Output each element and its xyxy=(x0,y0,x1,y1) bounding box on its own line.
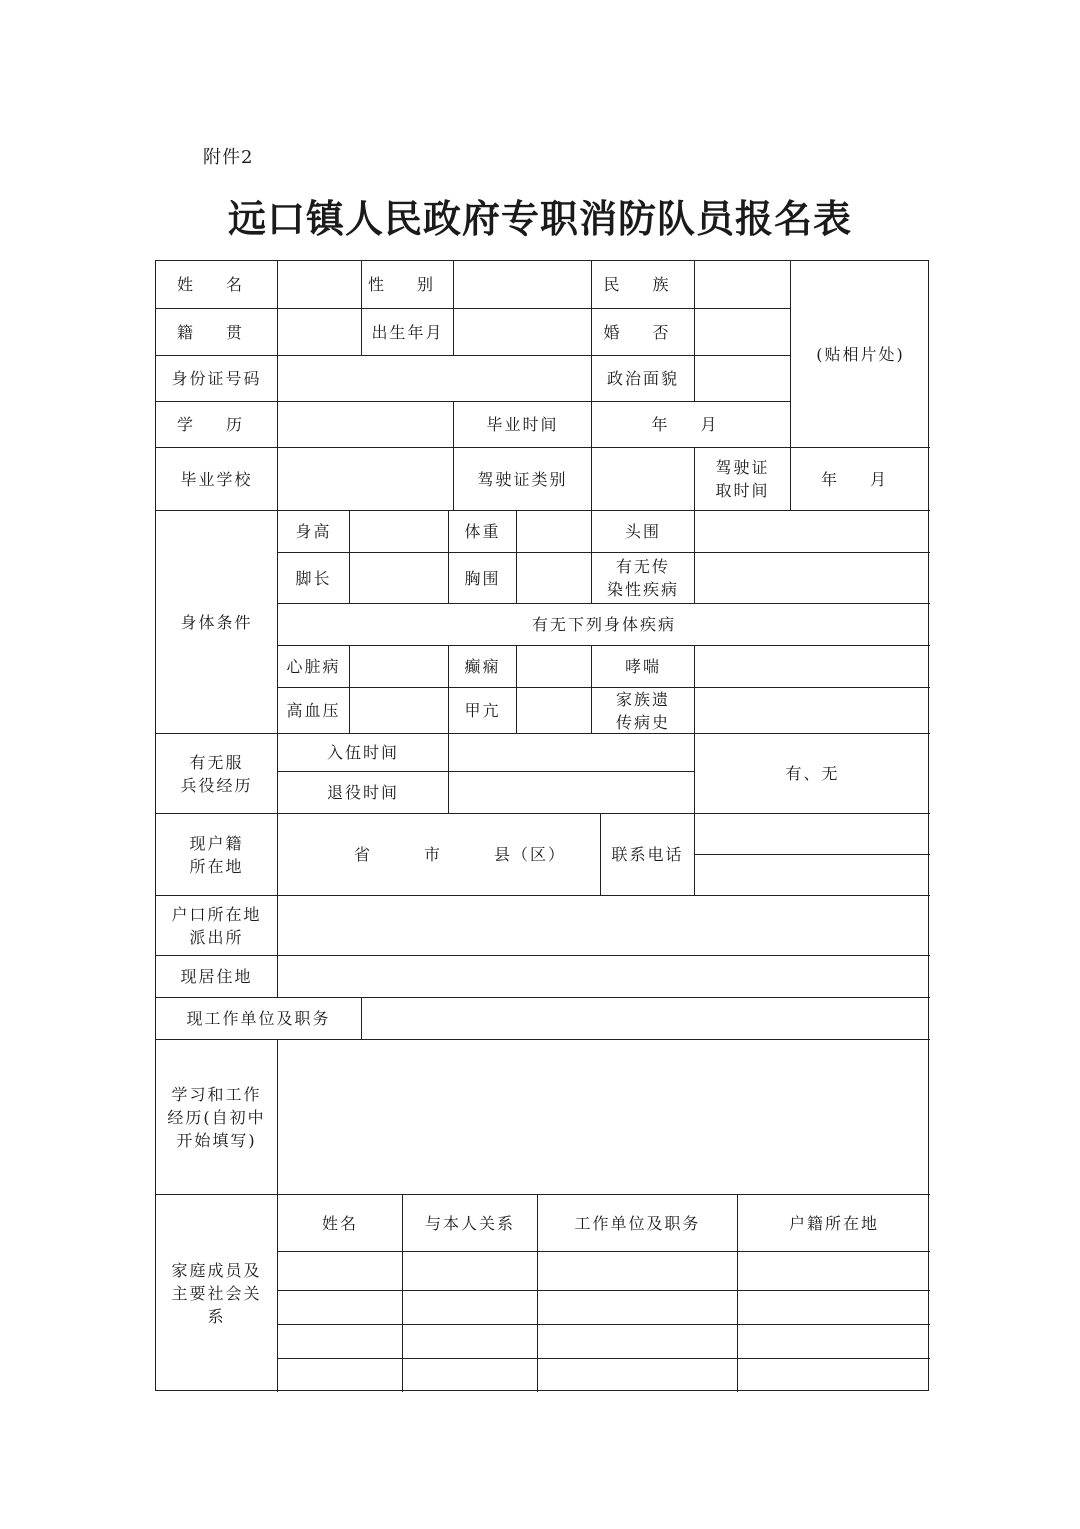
field-work-unit[interactable] xyxy=(362,998,930,1040)
field-license-date[interactable]: 年 月 xyxy=(791,448,930,511)
family-cell[interactable] xyxy=(538,1325,738,1359)
field-infectious[interactable] xyxy=(695,553,930,604)
family-cell[interactable] xyxy=(278,1252,403,1291)
field-weight[interactable] xyxy=(517,511,592,553)
family-cell[interactable] xyxy=(278,1291,403,1325)
field-heart[interactable] xyxy=(350,646,449,688)
field-height[interactable] xyxy=(350,511,449,553)
field-graduation-school[interactable] xyxy=(278,448,454,511)
field-police-station[interactable] xyxy=(278,896,930,956)
family-header-work-unit: 工作单位及职务 xyxy=(538,1195,738,1252)
field-name[interactable] xyxy=(278,261,362,309)
label-work-unit: 现工作单位及职务 xyxy=(156,998,362,1040)
label-residence: 现居住地 xyxy=(156,956,278,998)
label-military: 有无服 兵役经历 xyxy=(156,734,278,814)
field-education[interactable] xyxy=(278,402,454,448)
label-family: 家庭成员及 主要社会关 系 xyxy=(156,1195,278,1392)
family-cell[interactable] xyxy=(738,1291,930,1325)
family-cell[interactable] xyxy=(738,1325,930,1359)
label-epilepsy: 癫痫 xyxy=(449,646,517,688)
city-label: 市 xyxy=(424,845,443,864)
family-cell[interactable] xyxy=(403,1359,538,1392)
label-head: 头围 xyxy=(592,511,695,553)
label-ethnicity: 民 族 xyxy=(592,261,695,309)
family-header-name: 姓名 xyxy=(278,1195,403,1252)
label-graduation-time: 毕业时间 xyxy=(454,402,592,448)
field-political-status[interactable] xyxy=(695,356,791,402)
label-police-station: 户口所在地 派出所 xyxy=(156,896,278,956)
field-native-place[interactable] xyxy=(278,309,362,356)
field-household-location[interactable] xyxy=(278,814,601,896)
label-hyperthyroid: 甲亢 xyxy=(449,688,517,734)
family-cell[interactable] xyxy=(403,1325,538,1359)
field-epilepsy[interactable] xyxy=(517,646,592,688)
label-gender: 性 别 xyxy=(362,261,454,309)
field-chest[interactable] xyxy=(517,553,592,604)
field-license-type[interactable] xyxy=(592,448,695,511)
label-license-type: 驾驶证类别 xyxy=(454,448,592,511)
field-hypertension[interactable] xyxy=(350,688,449,734)
field-graduation-time[interactable]: 年 月 xyxy=(592,402,791,448)
attachment-label: 附件2 xyxy=(203,147,254,168)
label-hereditary: 家族遗 传病史 xyxy=(592,688,695,734)
family-cell[interactable] xyxy=(278,1359,403,1392)
registration-form xyxy=(155,260,929,1391)
field-resume[interactable] xyxy=(278,1040,930,1195)
label-hypertension: 高血压 xyxy=(278,688,350,734)
field-discharge[interactable] xyxy=(449,772,695,814)
label-resume: 学习和工作 经历(自初中 开始填写) xyxy=(156,1040,278,1195)
label-birth-date: 出生年月 xyxy=(362,309,454,356)
label-enlist: 入伍时间 xyxy=(278,734,449,772)
label-marital-status: 婚 否 xyxy=(592,309,695,356)
field-enlist[interactable] xyxy=(449,734,695,772)
field-hyperthyroid[interactable] xyxy=(517,688,592,734)
label-native-place: 籍 贯 xyxy=(156,309,278,356)
family-header-household: 户籍所在地 xyxy=(738,1195,930,1252)
label-name: 姓 名 xyxy=(156,261,278,309)
field-residence[interactable] xyxy=(278,956,930,998)
label-education: 学 历 xyxy=(156,402,278,448)
family-cell[interactable] xyxy=(403,1252,538,1291)
label-height: 身高 xyxy=(278,511,350,553)
photo-area[interactable]: (贴相片处) xyxy=(791,261,930,448)
family-cell[interactable] xyxy=(738,1252,930,1291)
label-disease-header: 有无下列身体疾病 xyxy=(278,604,930,646)
family-cell[interactable] xyxy=(538,1291,738,1325)
field-asthma[interactable] xyxy=(695,646,930,688)
label-asthma: 哮喘 xyxy=(592,646,695,688)
label-foot: 脚长 xyxy=(278,553,350,604)
label-discharge: 退役时间 xyxy=(278,772,449,814)
province-label: 省 xyxy=(354,845,373,864)
field-head[interactable] xyxy=(695,511,930,553)
label-household-location: 现户籍 所在地 xyxy=(156,814,278,896)
label-physical: 身体条件 xyxy=(156,511,278,734)
label-weight: 体重 xyxy=(449,511,517,553)
family-cell[interactable] xyxy=(538,1252,738,1291)
field-phone-2[interactable] xyxy=(695,855,930,896)
field-phone-1[interactable] xyxy=(695,814,930,855)
family-cell[interactable] xyxy=(403,1291,538,1325)
label-graduation-school: 毕业学校 xyxy=(156,448,278,511)
family-cell[interactable] xyxy=(538,1359,738,1392)
label-heart: 心脏病 xyxy=(278,646,350,688)
field-hereditary[interactable] xyxy=(695,688,930,734)
label-id-number: 身份证号码 xyxy=(156,356,278,402)
family-cell[interactable] xyxy=(738,1359,930,1392)
form-title: 远口镇人民政府专职消防队员报名表 xyxy=(227,196,852,241)
label-infectious: 有无传 染性疾病 xyxy=(592,553,695,604)
field-military-has-none[interactable]: 有、无 xyxy=(695,734,930,814)
county-label: 县（区） xyxy=(494,845,567,864)
field-marital-status[interactable] xyxy=(695,309,791,356)
field-ethnicity[interactable] xyxy=(695,261,791,309)
label-chest: 胸围 xyxy=(449,553,517,604)
field-gender[interactable] xyxy=(454,261,592,309)
label-license-date: 驾驶证 取时间 xyxy=(695,448,791,511)
field-birth-date[interactable] xyxy=(454,309,592,356)
family-header-relation: 与本人关系 xyxy=(403,1195,538,1252)
field-foot[interactable] xyxy=(350,553,449,604)
family-cell[interactable] xyxy=(278,1325,403,1359)
label-phone: 联系电话 xyxy=(601,814,695,896)
field-id-number[interactable] xyxy=(278,356,592,402)
label-political-status: 政治面貌 xyxy=(592,356,695,402)
